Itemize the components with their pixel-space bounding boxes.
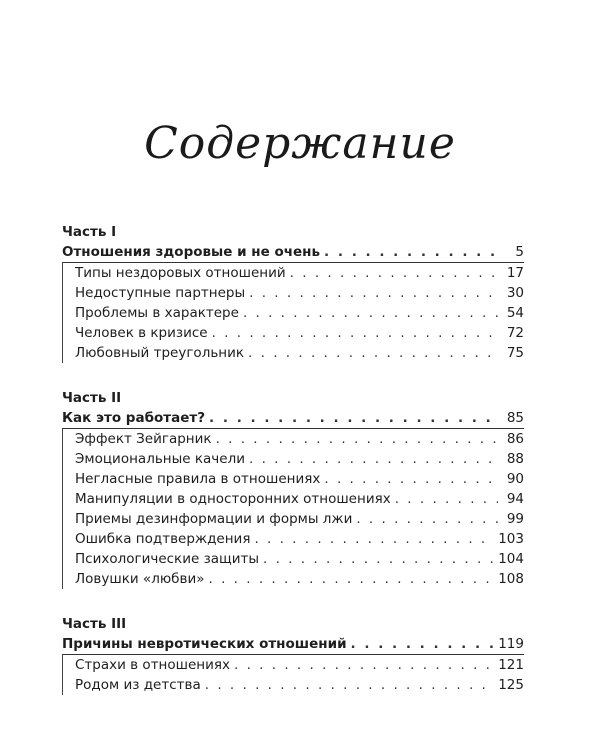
toc-part (62, 388, 524, 589)
toc-main-entry[interactable] (62, 634, 524, 655)
toc-entry[interactable] (75, 549, 524, 569)
dot-leader (249, 283, 498, 303)
part-label: Часть I (62, 224, 117, 240)
toc-entry[interactable] (75, 303, 524, 323)
toc-entry[interactable] (75, 655, 524, 675)
toc-entry[interactable] (75, 489, 524, 509)
dot-leader (234, 655, 494, 675)
entry-title: Негласные правила в отношениях (75, 471, 321, 487)
main-entry-title: Как это работает? (62, 410, 206, 426)
dot-leader (324, 242, 498, 262)
part-label: Часть II (62, 390, 122, 406)
toc-entry[interactable] (75, 529, 524, 549)
entry-title: Типы нездоровых отношений (75, 265, 286, 281)
page-number: 108 (498, 571, 524, 587)
dot-leader (248, 343, 498, 363)
dot-leader (351, 634, 495, 654)
toc-main-entry[interactable] (62, 242, 524, 263)
toc-entry[interactable] (75, 569, 524, 589)
page-number: 99 (506, 511, 524, 527)
entry-title: Эффект Зейгарник (75, 431, 212, 447)
sub-entry-list (62, 429, 524, 589)
page-title: Содержание (144, 118, 456, 169)
toc-part (62, 222, 524, 363)
dot-leader (209, 408, 498, 428)
toc-entry[interactable] (75, 449, 524, 469)
page-number: 30 (506, 285, 524, 301)
toc-entry[interactable] (75, 323, 524, 343)
entry-title: Манипуляции в односторонних отношениях (75, 491, 391, 507)
page-number: 103 (498, 531, 524, 547)
toc-entry[interactable] (75, 283, 524, 303)
entry-title: Эмоциональные качели (75, 451, 245, 467)
entry-title: Родом из детства (75, 677, 201, 693)
page-number: 94 (506, 491, 524, 507)
page-number: 86 (506, 431, 524, 447)
dot-leader (212, 323, 498, 343)
page-number: 17 (506, 265, 524, 281)
dot-leader (249, 449, 498, 469)
page-number: 90 (506, 471, 524, 487)
page-number: 125 (498, 677, 524, 693)
entry-title: Любовный треугольник (75, 345, 245, 361)
page-number: 119 (498, 636, 524, 652)
toc-part (62, 614, 524, 695)
page-number: 88 (506, 451, 524, 467)
entry-title: Страхи в отношениях (75, 657, 231, 673)
toc-entry[interactable] (75, 675, 524, 695)
dot-leader (205, 675, 494, 695)
page-number: 54 (506, 305, 524, 321)
dot-leader (290, 263, 498, 283)
entry-title: Ошибка подтверждения (75, 531, 251, 547)
sub-entry-list (62, 655, 524, 695)
toc-entry[interactable] (75, 509, 524, 529)
entry-title: Приемы дезинформации и формы лжи (75, 511, 353, 527)
main-entry-title: Причины невротических отношений (62, 636, 347, 652)
entry-title: Проблемы в характере (75, 305, 239, 321)
sub-entry-list (62, 263, 524, 363)
page-number: 5 (515, 244, 524, 260)
entry-title: Недоступные партнеры (75, 285, 246, 301)
page-number: 72 (506, 325, 524, 341)
page-number: 75 (506, 345, 524, 361)
dot-leader (216, 429, 498, 449)
page-number: 85 (506, 410, 524, 426)
toc-entry[interactable] (75, 429, 524, 449)
page-number: 104 (498, 551, 524, 567)
dot-leader (356, 509, 498, 529)
dot-leader (324, 469, 498, 489)
entry-title: Ловушки «любви» (75, 571, 205, 587)
part-label: Часть III (62, 616, 127, 632)
toc-entry[interactable] (75, 469, 524, 489)
toc-entry[interactable] (75, 263, 524, 283)
dot-leader (263, 549, 494, 569)
table-of-contents (62, 222, 524, 720)
page-number: 121 (498, 657, 524, 673)
dot-leader (243, 303, 498, 323)
toc-main-entry[interactable] (62, 408, 524, 429)
toc-entry[interactable] (75, 343, 524, 363)
dot-leader (254, 529, 494, 549)
dot-leader (209, 569, 495, 589)
main-entry-title: Отношения здоровые и не очень (62, 244, 321, 260)
entry-title: Человек в кризисе (75, 325, 208, 341)
dot-leader (395, 489, 498, 509)
entry-title: Психологические защиты (75, 551, 260, 567)
